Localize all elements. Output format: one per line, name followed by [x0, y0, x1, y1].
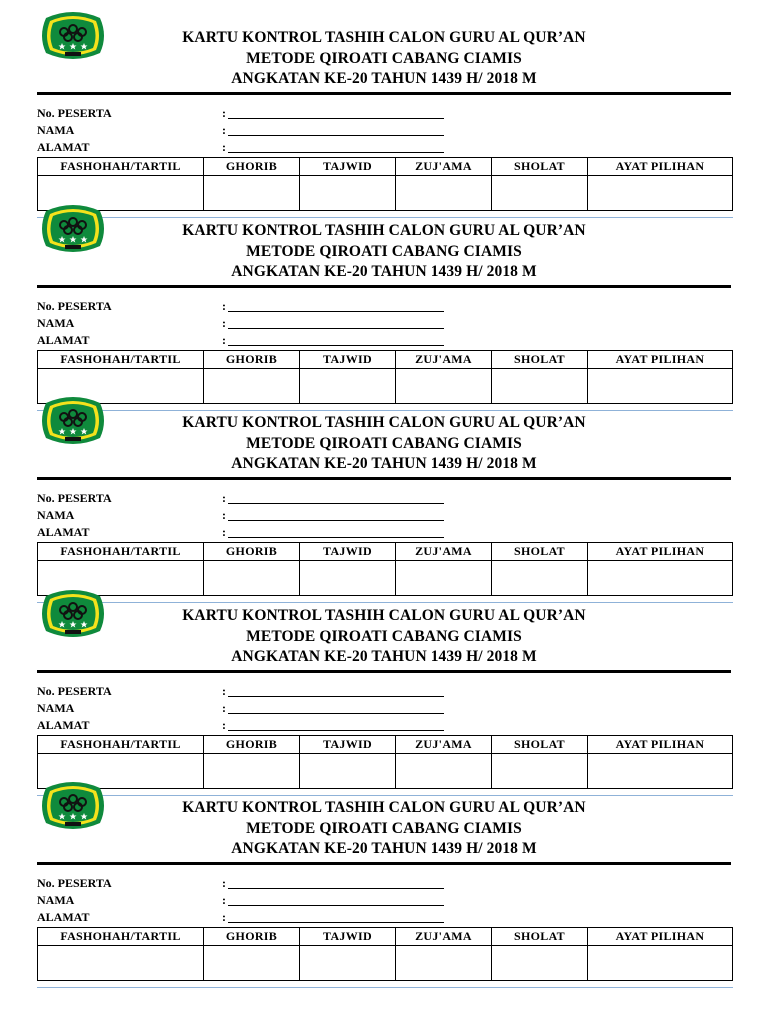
column-header: GHORIB [204, 928, 300, 946]
column-header: FASHOHAH/TARTIL [38, 928, 204, 946]
field-label: NAMA [37, 893, 75, 907]
column-header: ZUJ'AMA [396, 928, 492, 946]
field-label: NAMA [37, 701, 75, 715]
field-label: ALAMAT [37, 140, 90, 154]
column-header: GHORIB [204, 351, 300, 369]
table-header-row [38, 543, 733, 561]
card-title-line-1: KARTU KONTROL TASHIH CALON GURU AL QUR’AN [182, 607, 586, 624]
card-title-line-3: ANGKATAN KE-20 TAHUN 1439 H/ 2018 M [231, 455, 537, 472]
score-cell[interactable] [588, 946, 733, 981]
control-card [0, 193, 768, 385]
column-header: FASHOHAH/TARTIL [38, 543, 204, 561]
header-divider [37, 862, 731, 865]
column-header: AYAT PILIHAN [588, 736, 733, 754]
control-card [0, 0, 768, 192]
table-row [38, 946, 733, 981]
field-label: ALAMAT [37, 525, 90, 539]
field-colon: : [222, 140, 226, 154]
card-title-line-1: KARTU KONTROL TASHIH CALON GURU AL QUR’AN [182, 799, 586, 816]
field-label: ALAMAT [37, 333, 90, 347]
field-colon: : [222, 910, 226, 924]
field-colon: : [222, 876, 226, 890]
card-title-line-3: ANGKATAN KE-20 TAHUN 1439 H/ 2018 M [231, 70, 537, 87]
field-colon: : [222, 333, 226, 347]
fill-in-blank[interactable] [228, 905, 444, 906]
column-header: TAJWID [300, 351, 396, 369]
card-title-line-1: KARTU KONTROL TASHIH CALON GURU AL QUR’AN [182, 414, 586, 431]
field-colon: : [222, 508, 226, 522]
card-title-line-3: ANGKATAN KE-20 TAHUN 1439 H/ 2018 M [231, 648, 537, 665]
field-colon: : [222, 525, 226, 539]
fill-in-blank[interactable] [228, 888, 444, 889]
field-colon: : [222, 491, 226, 505]
fill-in-blank[interactable] [228, 503, 444, 504]
column-header: TAJWID [300, 736, 396, 754]
column-header: GHORIB [204, 158, 300, 176]
column-header: ZUJ'AMA [396, 158, 492, 176]
column-header: SHOLAT [492, 736, 588, 754]
column-header: AYAT PILIHAN [588, 158, 733, 176]
score-cell[interactable] [38, 946, 204, 981]
column-header: AYAT PILIHAN [588, 351, 733, 369]
control-card [0, 578, 768, 770]
column-header: ZUJ'AMA [396, 351, 492, 369]
score-cell[interactable] [300, 946, 396, 981]
column-header: GHORIB [204, 736, 300, 754]
field-label: No. PESERTA [37, 106, 112, 120]
column-header: AYAT PILIHAN [588, 928, 733, 946]
column-header: ZUJ'AMA [396, 736, 492, 754]
field-label: NAMA [37, 508, 75, 522]
field-label: NAMA [37, 123, 75, 137]
header-divider [37, 92, 731, 95]
column-header: GHORIB [204, 543, 300, 561]
fill-in-blank[interactable] [228, 520, 444, 521]
header-divider [37, 670, 731, 673]
field-colon: : [222, 316, 226, 330]
column-header: FASHOHAH/TARTIL [38, 351, 204, 369]
column-header: SHOLAT [492, 928, 588, 946]
table-header-row [38, 351, 733, 369]
table-header-row [38, 736, 733, 754]
header-divider [37, 285, 731, 288]
column-header: SHOLAT [492, 158, 588, 176]
field-colon: : [222, 893, 226, 907]
field-colon: : [222, 701, 226, 715]
field-label: No. PESERTA [37, 876, 112, 890]
column-header: TAJWID [300, 158, 396, 176]
table-header-row [38, 158, 733, 176]
score-table [37, 927, 733, 981]
field-label: ALAMAT [37, 910, 90, 924]
fill-in-blank[interactable] [228, 730, 444, 731]
fill-in-blank[interactable] [228, 152, 444, 153]
card-title-line-2: METODE QIROATI CABANG CIAMIS [246, 628, 522, 645]
score-cell[interactable] [492, 946, 588, 981]
score-cell[interactable] [396, 946, 492, 981]
card-title-line-2: METODE QIROATI CABANG CIAMIS [246, 243, 522, 260]
table-header-row [38, 928, 733, 946]
field-label: No. PESERTA [37, 491, 112, 505]
column-header: TAJWID [300, 543, 396, 561]
column-header: FASHOHAH/TARTIL [38, 158, 204, 176]
column-header: SHOLAT [492, 351, 588, 369]
card-title-line-2: METODE QIROATI CABANG CIAMIS [246, 820, 522, 837]
card-separator [37, 987, 733, 988]
fill-in-blank[interactable] [228, 696, 444, 697]
column-header: SHOLAT [492, 543, 588, 561]
field-colon: : [222, 123, 226, 137]
fill-in-blank[interactable] [228, 328, 444, 329]
score-cell[interactable] [204, 946, 300, 981]
column-header: AYAT PILIHAN [588, 543, 733, 561]
card-title-line-2: METODE QIROATI CABANG CIAMIS [246, 50, 522, 67]
field-label: No. PESERTA [37, 299, 112, 313]
fill-in-blank[interactable] [228, 311, 444, 312]
control-card [0, 770, 768, 962]
card-title-line-3: ANGKATAN KE-20 TAHUN 1439 H/ 2018 M [231, 263, 537, 280]
control-card [0, 385, 768, 577]
field-colon: : [222, 718, 226, 732]
field-colon: : [222, 299, 226, 313]
field-label: No. PESERTA [37, 684, 112, 698]
column-header: FASHOHAH/TARTIL [38, 736, 204, 754]
fill-in-blank[interactable] [228, 135, 444, 136]
header-divider [37, 477, 731, 480]
fill-in-blank[interactable] [228, 713, 444, 714]
card-title-line-2: METODE QIROATI CABANG CIAMIS [246, 435, 522, 452]
card-title-line-1: KARTU KONTROL TASHIH CALON GURU AL QUR’AN [182, 222, 586, 239]
field-colon: : [222, 684, 226, 698]
fill-in-blank[interactable] [228, 118, 444, 119]
card-title-line-3: ANGKATAN KE-20 TAHUN 1439 H/ 2018 M [231, 840, 537, 857]
column-header: TAJWID [300, 928, 396, 946]
fill-in-blank[interactable] [228, 345, 444, 346]
field-label: NAMA [37, 316, 75, 330]
card-title-line-1: KARTU KONTROL TASHIH CALON GURU AL QUR’AN [182, 29, 586, 46]
field-label: ALAMAT [37, 718, 90, 732]
field-colon: : [222, 106, 226, 120]
fill-in-blank[interactable] [228, 922, 444, 923]
column-header: ZUJ'AMA [396, 543, 492, 561]
fill-in-blank[interactable] [228, 537, 444, 538]
